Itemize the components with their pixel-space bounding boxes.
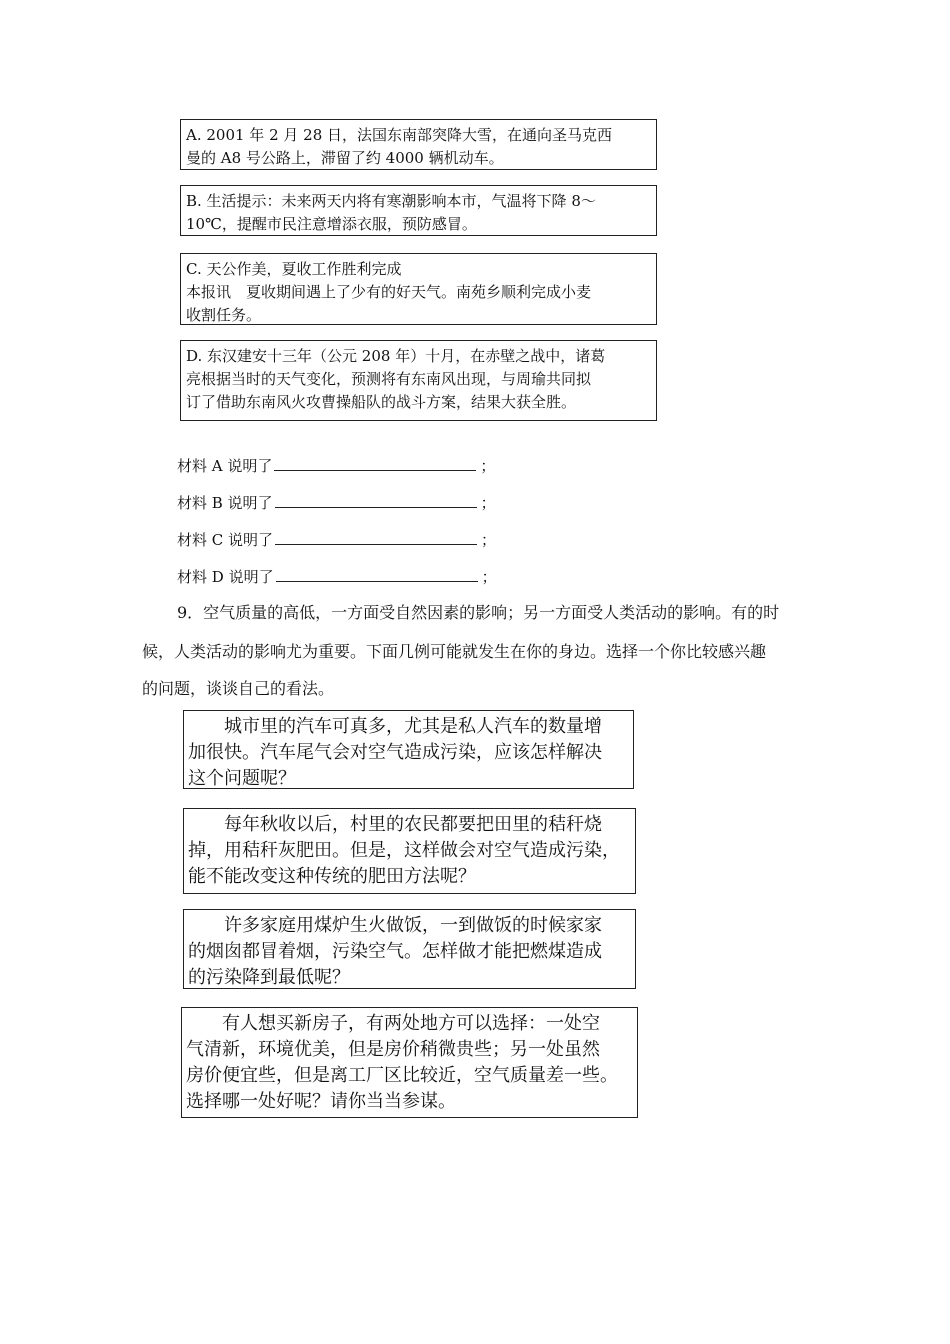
topic-straw-line-1: 每年秋收以后，村里的农民都要把田里的秸秆烧 xyxy=(188,814,602,835)
topic-house-line-2: 气清新，环境优美，但是房价稍微贵些；另一处虽然 xyxy=(186,1039,600,1060)
topic-box-coal xyxy=(183,909,636,989)
answer-blank-c[interactable] xyxy=(275,530,477,545)
fill-blank-c-suffix: ； xyxy=(481,531,497,549)
material-c-line-3: 收割任务。 xyxy=(186,306,262,324)
answer-blank-a[interactable] xyxy=(274,456,476,471)
topic-straw-line-2: 掉，用秸秆灰肥田。但是，这样做会对空气造成污染， xyxy=(188,840,620,861)
topic-coal-line-1: 许多家庭用煤炉生火做饭，一到做饭的时候家家 xyxy=(188,915,602,936)
material-box-c xyxy=(180,253,657,325)
material-d-line-3: 订了借助东南风火攻曹操船队的战斗方案，结果大获全胜。 xyxy=(186,393,577,411)
fill-blank-d-suffix: ； xyxy=(481,568,497,586)
material-a-line-2: 曼的 A8 号公路上，滞留了约 4000 辆机动车。 xyxy=(186,149,504,167)
fill-blank-a-prefix: 材料 A 说明了 xyxy=(177,457,273,475)
fill-blank-b xyxy=(177,493,496,513)
answer-blank-b[interactable] xyxy=(275,493,477,508)
fill-blank-b-suffix: ； xyxy=(480,494,496,512)
topic-box-cars xyxy=(183,710,634,789)
material-box-d xyxy=(180,340,657,421)
topic-coal-line-2: 的烟囱都冒着烟，污染空气。怎样做才能把燃煤造成 xyxy=(188,941,602,962)
material-b-line-2: 10℃，提醒市民注意增添衣服，预防感冒。 xyxy=(186,215,477,233)
topic-box-house xyxy=(181,1007,638,1118)
material-box-b xyxy=(180,185,657,236)
topic-cars-line-2: 加很快。汽车尾气会对空气造成污染，应该怎样解决 xyxy=(188,742,602,763)
material-d-line-1: D. 东汉建安十三年（公元 208 年）十月，在赤壁之战中，诸葛 xyxy=(186,347,606,365)
fill-blank-c-prefix: 材料 C 说明了 xyxy=(177,531,274,549)
topic-cars-line-1: 城市里的汽车可真多，尤其是私人汽车的数量增 xyxy=(188,716,602,737)
topic-box-straw xyxy=(183,808,636,894)
material-d-line-2: 亮根据当时的天气变化，预测将有东南风出现，与周瑜共同拟 xyxy=(186,370,592,388)
material-c-line-2: 本报讯 夏收期间遇上了少有的好天气。南苑乡顺利完成小麦 xyxy=(186,283,592,301)
material-c-line-1: C. 天公作美，夏收工作胜利完成 xyxy=(186,260,402,278)
material-b-line-1: B. 生活提示：未来两天内将有寒潮影响本市，气温将下降 8～ xyxy=(186,192,596,210)
material-a-line-1: A. 2001 年 2 月 28 日，法国东南部突降大雪，在通向圣马克西 xyxy=(186,126,613,144)
fill-blank-d-prefix: 材料 D 说明了 xyxy=(177,568,274,586)
fill-blank-a-suffix: ； xyxy=(480,457,496,475)
topic-house-line-3: 房价便宜些，但是离工厂区比较近，空气质量差一些。 xyxy=(186,1065,618,1086)
topic-cars-line-3: 这个问题呢？ xyxy=(188,768,296,789)
fill-blank-d xyxy=(177,567,497,587)
question-9-line-3: 的问题，谈谈自己的看法。 xyxy=(142,679,335,698)
topic-coal-line-3: 的污染降到最低呢？ xyxy=(188,967,350,988)
topic-house-line-4: 选择哪一处好呢？请你当当参谋。 xyxy=(186,1091,456,1112)
question-9-line-1: 9．空气质量的高低，一方面受自然因素的影响；另一方面受人类活动的影响。有的时 xyxy=(177,603,780,622)
topic-straw-line-3: 能不能改变这种传统的肥田方法呢？ xyxy=(188,866,476,887)
topic-house-line-1: 有人想买新房子，有两处地方可以选择：一处空 xyxy=(186,1013,600,1034)
fill-blank-b-prefix: 材料 B 说明了 xyxy=(177,494,273,512)
fill-blank-c xyxy=(177,530,496,550)
answer-blank-d[interactable] xyxy=(276,567,478,582)
fill-blank-a xyxy=(177,456,495,476)
question-9-line-2: 候，人类活动的影响尤为重要。下面几例可能就发生在你的身边。选择一个你比较感兴趣 xyxy=(142,642,767,661)
material-box-a xyxy=(180,119,657,170)
